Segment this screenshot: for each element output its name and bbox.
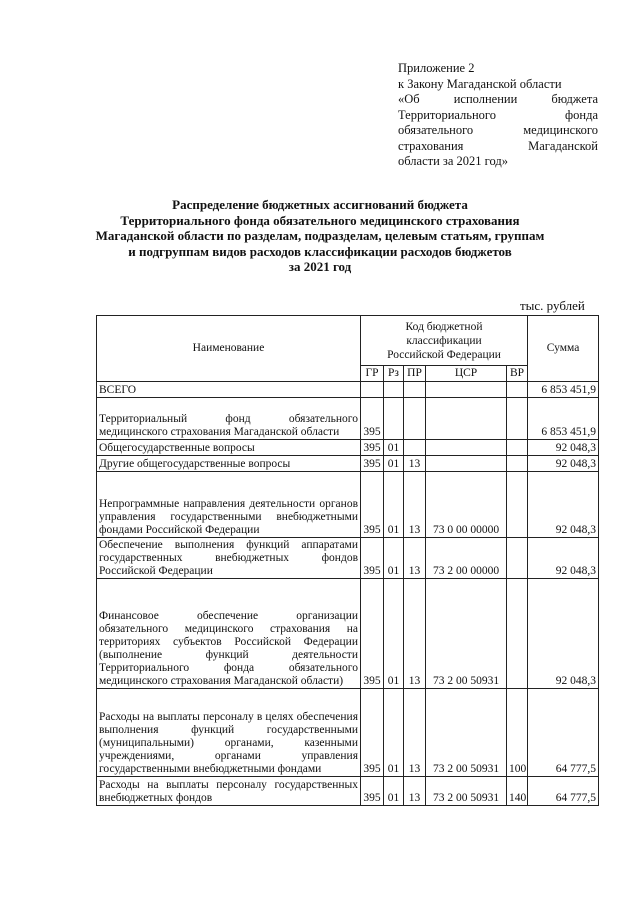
row-gr: 395: [361, 689, 384, 777]
title-line: Распределение бюджетных ассигнований бюджета: [172, 197, 468, 212]
annex-line: Территориального фонда: [398, 107, 598, 122]
table-row: [97, 456, 599, 472]
table-row: [97, 398, 599, 440]
annex-line: области за 2021 год»: [398, 154, 508, 168]
row-rz: 01: [384, 440, 404, 456]
row-csr: [426, 456, 507, 472]
row-sum: 92 048,3: [528, 579, 599, 689]
row-pr: 13: [404, 689, 426, 777]
row-gr: 395: [361, 538, 384, 579]
row-sum: 92 048,3: [528, 472, 599, 538]
row-gr: 395: [361, 777, 384, 806]
row-sum: 92 048,3: [528, 456, 599, 472]
row-name: Территориальный фонд обязательного медицинского страхования Магаданской области: [97, 398, 361, 440]
row-csr: [426, 382, 507, 398]
row-rz: [384, 382, 404, 398]
row-pr: [404, 382, 426, 398]
table-row: [97, 538, 599, 579]
row-csr: 73 2 00 50931: [426, 777, 507, 806]
row-name: Общегосударственные вопросы: [97, 440, 361, 456]
annex-line: страхования Магаданской: [398, 138, 598, 153]
row-vr: [507, 456, 528, 472]
row-gr: 395: [361, 579, 384, 689]
row-pr: 13: [404, 538, 426, 579]
row-name: Другие общегосударственные вопросы: [97, 456, 361, 472]
row-vr: [507, 538, 528, 579]
row-name: Финансовое обеспечение организации обязательного медицинского страхования на территориях субъектов Российской Федерации (выполнение функций деятельности Территориального фонда обязательного медицинского страхования Магаданской области): [97, 579, 361, 689]
title-line: и подгруппам видов расходов классификации расходов бюджетов: [128, 243, 512, 259]
row-rz: 01: [384, 689, 404, 777]
row-sum: 6 853 451,9: [528, 382, 599, 398]
row-vr: 100: [507, 689, 528, 777]
row-rz: 01: [384, 456, 404, 472]
row-pr: 13: [404, 777, 426, 806]
row-name: Обеспечение выполнения функций аппаратами государственных внебюджетных фондов Российской Федерации: [97, 538, 361, 579]
table-row: [97, 472, 599, 538]
budget-table: [96, 315, 599, 806]
row-csr: 73 2 00 50931: [426, 689, 507, 777]
annex-line: к Закону Магаданской области: [398, 76, 562, 91]
header-gr: ГР: [361, 366, 384, 382]
row-rz: 01: [384, 579, 404, 689]
row-pr: 13: [404, 472, 426, 538]
title-line: Территориального фонда обязательного медицинского страхования: [120, 212, 520, 228]
row-rz: 01: [384, 472, 404, 538]
row-csr: [426, 398, 507, 440]
row-vr: [507, 472, 528, 538]
row-rz: 01: [384, 538, 404, 579]
annex-line: Приложение 2: [398, 61, 475, 75]
row-pr: [404, 398, 426, 440]
document-title: [80, 197, 560, 275]
header-sum: Сумма: [528, 316, 599, 382]
header-pr: ПР: [404, 366, 426, 382]
annex-note: [398, 61, 598, 170]
row-sum: 6 853 451,9: [528, 398, 599, 440]
row-csr: 73 2 00 50931: [426, 579, 507, 689]
row-vr: 140: [507, 777, 528, 806]
table-row: [97, 579, 599, 689]
title-line: за 2021 год: [288, 259, 352, 274]
row-sum: 92 048,3: [528, 538, 599, 579]
header-csr: ЦСР: [426, 366, 507, 382]
header-code-group: Код бюджетной классификации Российской Федерации: [361, 316, 528, 366]
row-vr: [507, 398, 528, 440]
row-name: Непрограммные направления деятельности органов управления государственными внебюджетными фондами Российской Федерации: [97, 472, 361, 538]
row-pr: [404, 440, 426, 456]
row-name: Расходы на выплаты персоналу в целях обеспечения выполнения функций государственными (муниципальными) органами, казенными учреждениями, органами управления государственными внебюджетными фондами: [97, 689, 361, 777]
table-row: [97, 382, 599, 398]
units-label: тыс. рублей: [520, 298, 585, 313]
row-sum: 92 048,3: [528, 440, 599, 456]
row-vr: [507, 440, 528, 456]
row-rz: [384, 398, 404, 440]
header-vr: ВР: [507, 366, 528, 382]
header-name: Наименование: [97, 316, 361, 382]
row-csr: [426, 440, 507, 456]
row-name: ВСЕГО: [97, 382, 361, 398]
row-gr: 395: [361, 398, 384, 440]
row-vr: [507, 579, 528, 689]
row-pr: 13: [404, 456, 426, 472]
row-gr: 395: [361, 472, 384, 538]
annex-line: обязательного медицинского: [398, 123, 598, 137]
table-row: [97, 777, 599, 806]
header-rz: Рз: [384, 366, 404, 382]
row-sum: 64 777,5: [528, 689, 599, 777]
row-csr: 73 0 00 00000: [426, 472, 507, 538]
table-row: [97, 689, 599, 777]
row-sum: 64 777,5: [528, 777, 599, 806]
row-gr: 395: [361, 456, 384, 472]
row-pr: 13: [404, 579, 426, 689]
annex-line: «Об исполнении бюджета: [398, 92, 598, 106]
title-line: Магаданской области по разделам, подразделам, целевым статьям, группам: [95, 228, 545, 243]
row-csr: 73 2 00 00000: [426, 538, 507, 579]
row-gr: [361, 382, 384, 398]
row-vr: [507, 382, 528, 398]
table-row: [97, 440, 599, 456]
row-rz: 01: [384, 777, 404, 806]
row-gr: 395: [361, 440, 384, 456]
row-name: Расходы на выплаты персоналу государственных внебюджетных фондов: [97, 777, 361, 806]
